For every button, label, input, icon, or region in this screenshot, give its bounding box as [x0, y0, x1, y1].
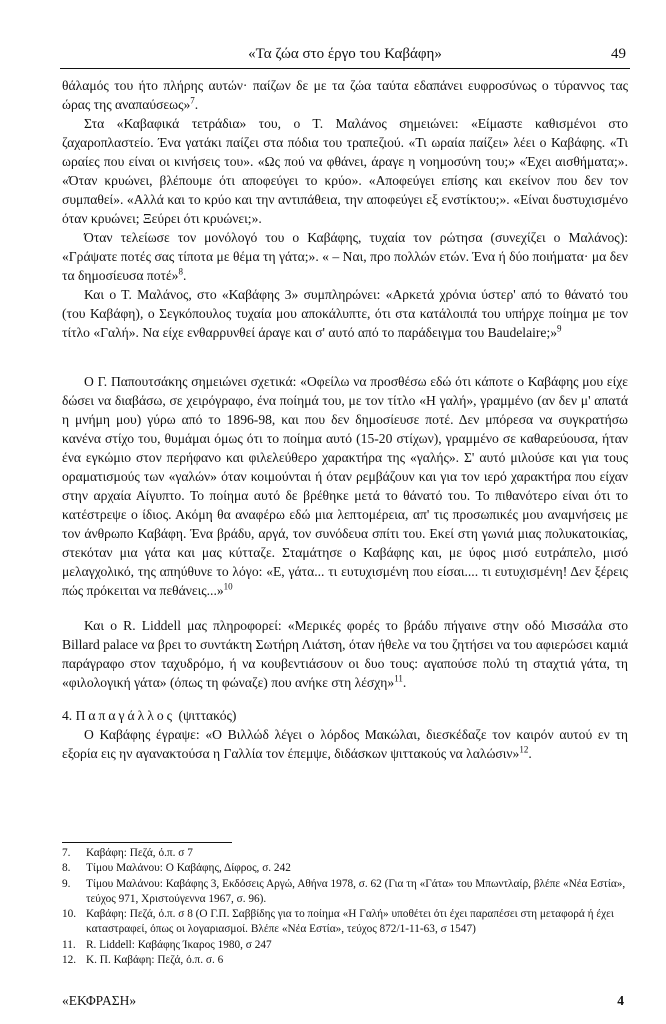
footnote-rule [62, 842, 232, 843]
footnote-ref: 12 [519, 744, 529, 755]
footnote: 8. Τίμου Μαλάνου: Ο Καβάφης, Δίφρος, σ. 242 [62, 862, 291, 875]
footnote-ref: 8 [178, 266, 183, 277]
journal-name: «ΕΚΦΡΑΣΗ» [62, 993, 137, 1008]
footnote-ref: 10 [223, 581, 233, 592]
page-footer [62, 993, 628, 1011]
page-number: 49 [611, 46, 626, 62]
paragraph: Ο Καβάφης έγραψε: «Ο Βιλλώδ λέγει ο λόρδος Μακώλαι, διεσκέδαζε τον καιρόν αυτού εν τη εξορία εις ην αγανακτούσα η Γαλλία τον έπεμψε, διδάσκων ψιττακούς να λαλώσιν»$^{12}$. [62, 727, 628, 761]
footnote: 11. R. Liddell: Καβάφης Ίκαρος 1980, σ 247 [62, 938, 272, 951]
section-heading [62, 706, 628, 725]
running-title: «Τα ζώα στο έργο του Καβάφη» [248, 46, 442, 62]
section-title: Παπαγάλλος [75, 708, 176, 723]
header-rule [60, 68, 630, 69]
footnote: 9. Τίμου Μαλάνου: Καβάφης 3, Εκδόσεις Αργώ, Αθήνα 1978, σ. 62 (Για τη «Γάτα» του Μπωντλαίρ, βλέπε «Νέα Εστία», τεύχος 971, Χριστούγεννα 1967, σ. 96). [62, 877, 626, 905]
footnote: 10. Καβάφη: Πεζά, ό.π. σ 8 (Ο Γ.Π. Σαββίδης για το ποίημα «Η Γαλή» υποθέτει ότι έχει παραπέσει στη μεταφορά ή έχει καταστραφεί, όπως οι λογαριασμοί. Βλέπε «Νέα Εστία», τεύχος 872/1-11-63, σ 1547) [62, 908, 614, 936]
paragraph: Και ο R. Liddell μας πληροφορεί: «Μερικές φορές το βράδυ πήγαινε στην οδό Μισσάλα στο Billard palace να βρει το συντάκτη Σωτήρη Λιάτση, όταν ήθελε να του ζητήσει να του αφιερώσει καμιά παράγραφο στον ταχυδρόμο, ή να κουβεντιάσουν οι δυο τους: αγαπούσε πολύ τη σταχτιά γάτα, τη «φιλολογική γάτα» (όπως τη φώναζε) που ανήκε στη λέσχη»$^{11}$. [62, 618, 628, 690]
paragraph: θάλαμός του ήτο πλήρης αυτών· παίζων δε με τα ζώα ταύτα εδαπάνει ευφροσύνως ο τύραννος τας ώρας της αναπαύσεως»$^7$. [62, 78, 628, 112]
paragraph: Ο Γ. Παπουτσάκης σημειώνει σχετικά: «Οφείλω να προσθέσω εδώ ότι κάποτε ο Καβάφης μου είχε δώσει να διαβάσω, σε χειρόγραφο, ένα ποίημά του, με τον τίτλο «Η γαλή», γραμμένο (αν δεν μ' απατά η μνήμη μου) γύρω από το 1896-98, και που δεν δημοσίευσε ποτέ. Δεν μπόρεσα να συγκρατήσω κανένα στίχο του, θυμάμαι όμως ότι το ποίημα αυτό (15-20 στίχων), γραμμένο σε καθαρεύουσα, ήταν ένα εγκώμιο στον περήφανο και φιλελεύθερο χαρακτήρα της «γαλής». Σ' αυτό μιλούσε και για τους οραματισμούς των «γαλών» όταν κοιμούνται ή όταν ρεμβάζουν και για τον ιερό χαρακτήρα που είχαν στην αρχαία Αίγυπτο. Το ποίημα αυτό δε βρέθηκε μετά το θάνατό του. Το πιθανότερο είναι ότι το κατέστρεψε ο ίδιος. Ακόμη θα αναφέρω εδώ μια λεπτομέρεια, απ' τις προσωπικές μου αναμνήσεις με τον άνθρωπο Καβάφη. Ένα βράδυ, αργά, τον συνόδευα σπίτι του. Εκεί στη γωνιά μιας πολυκατοικίας, στεκόταν μια γάτα και μας κύτταζε. Σταμάτησε ο Καβάφης και, με ύφος μισό ευτράπελο, μισό μελαγχολικό, της απηύθυνε το λόγο: «Ε, γάτα... τι ευτυχισμένη που είσαι.... τι ευτυχισμένη! Δεν ξέρεις πώς πρόκειται να πεθάνεις...»$^{10}$ [62, 374, 628, 598]
footnote: 7. Καβάφη: Πεζά, ό.π. σ 7 [62, 847, 193, 859]
footnote-ref: 11 [394, 673, 403, 684]
footnote-ref: 7 [190, 95, 195, 106]
section-number: 4. [62, 708, 73, 723]
section-subtitle: (ψιττακός) [178, 708, 237, 723]
paragraph: Και ο Τ. Μαλάνος, στο «Καβάφης 3» συμπληρώνει: «Αρκετά χρόνια ύστερ' από το θάνατό του (του Καβάφη), ο Σεγκόπουλος τυχαία μου αποκάλυπτε, ότι στα κατάλοιπά του υπήρχε ποίημα με τον τίτλο «Γαλή». Να είχε ενθαρρυνθεί άραγε και σ' αυτό από το παράδειγμα του Baudelaire;»$^9$ [62, 287, 628, 340]
paragraph: Όταν τελείωσε τον μονόλογό του ο Καβάφης, τυχαία τον ρώτησα (συνεχίζει ο Μαλάνος): «Γράψατε ποτές σας τίποτα με θέμα τη γάτα;». « – Ναι, προ πολλών ετών. Ένα ή δύο ποιήματα· μα δεν τα δημοσίευσα ποτέ»$^8$. [62, 230, 628, 283]
footnotes [62, 846, 628, 968]
footnote: 12. Κ. Π. Καβάφη: Πεζά, ό.π. σ. 6 [62, 954, 224, 967]
issue-number: 4 [617, 993, 624, 1008]
paragraph: Στα «Καβαφικά τετράδια» του, ο Τ. Μαλάνος σημειώνει: «Είμαστε καθισμένοι στο ζαχαροπλαστείο. Ένα γατάκι παίζει στα πόδια του τραπεζιού. «Τι ωραία παίζει» λέει ο Καβάφης. «Τι ωραίες που είναι οι κινήσεις του». «Ως πού να φθάνει, άραγε η νοημοσύνη του;» «Έχει αισθήματα;». «Όταν κρυώνει, βλέπουμε ότι αποφεύγει το κρύο». «Αποφεύγει επίσης και εκείνον που δεν τον συμπαθεί». «Αλλά και το κρύο και την αντιπάθεια, την αποφεύγει εξ ενστίκτου;». «Είναι δυστυχισμένο όταν κρυώνει; Ξεύρει ότι κρυώνει;». [62, 116, 628, 226]
article-body [62, 76, 628, 763]
running-header [60, 44, 630, 66]
footnote-ref: 9 [557, 323, 562, 334]
